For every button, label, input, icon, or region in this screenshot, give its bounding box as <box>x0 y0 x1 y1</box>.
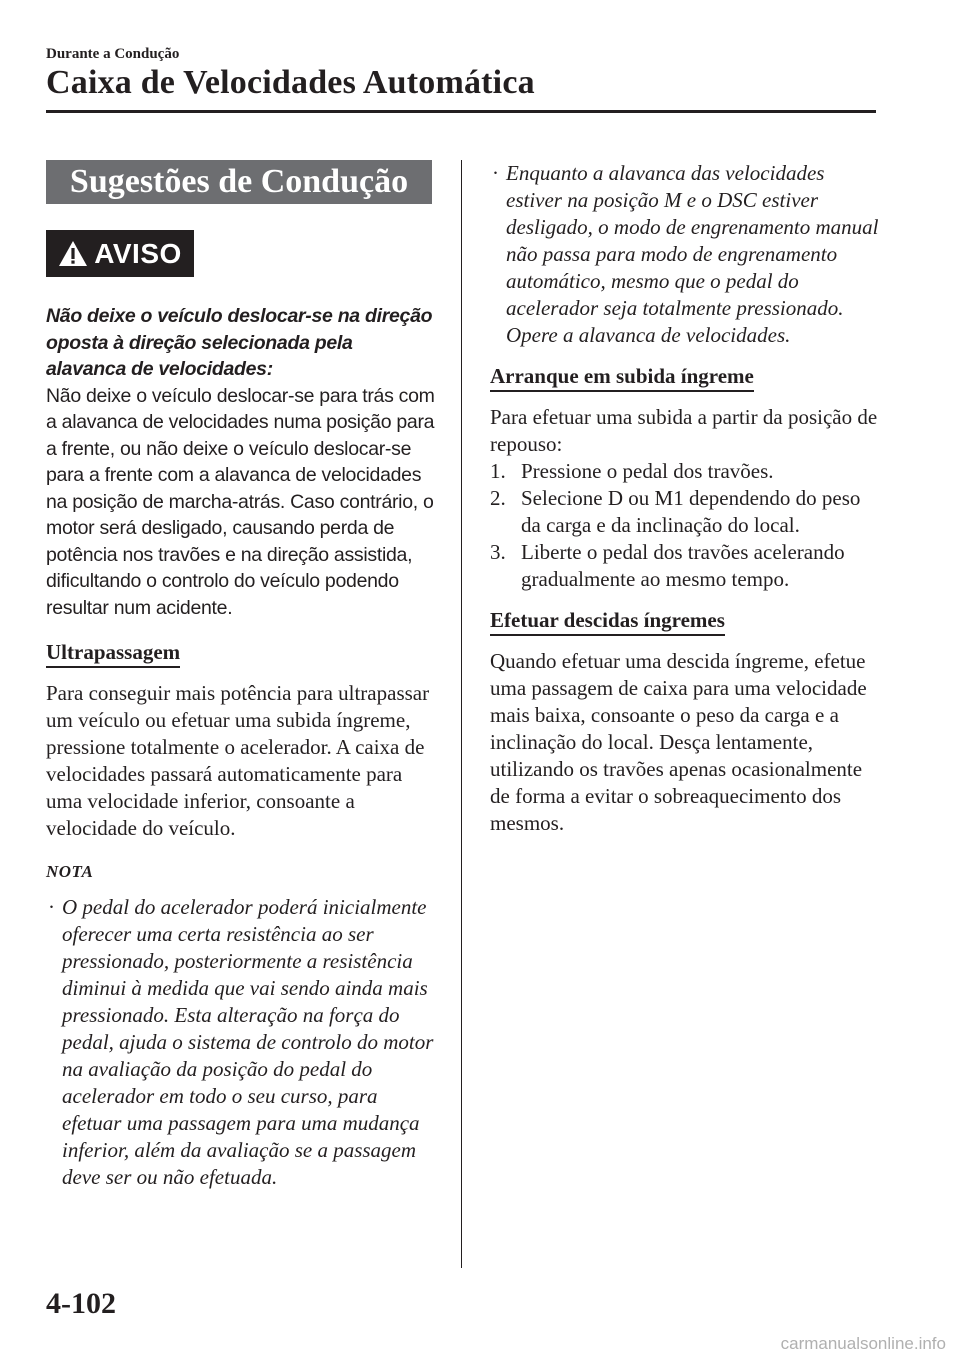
page-title: Caixa de Velocidades Automática <box>46 64 535 101</box>
note-bullet-text: O pedal do acelerador poderá inicialmente oferecer uma certa resistência ao ser pressionado, posteriormente a resistência diminui à medida que vai sendo ainda mais pressionado. Esta alteração na força do pedal, ajuda o sistema de controlo do motor na avaliação da posição do pedal do acelerador em todo o seu curso, para efetuar uma passagem para uma mudança inferior, além da avaliação se a passagem deve ser ou não efetuada. <box>62 895 434 1189</box>
note-bullet <box>46 894 436 1191</box>
warning-body: Não deixe o veículo deslocar-se para trás com a alavanca de velocidades numa posição para a frente, ou não deixe o veículo deslocar-se para a frente com a alavanca de velocidades na posição de marcha-atrás. Caso contrário, o motor será desligado, causando perda de potência nos travões e na direção assistida, dificultando o controlo do veículo podendo resultar num acidente. <box>46 384 435 619</box>
column-divider <box>461 160 462 1268</box>
overtaking-heading: Ultrapassagem <box>46 639 180 668</box>
bullet-dot: · <box>48 895 55 919</box>
step-item: 3. Liberte o pedal dos travões acelerando gradualmente ao mesmo tempo. <box>490 540 845 591</box>
warning-triangle-icon <box>58 240 88 267</box>
step-item: 2. Selecione D ou M1 dependendo do peso da carga e da inclinação do local. <box>490 486 861 537</box>
uphill-steps <box>490 458 880 593</box>
warning-heading: Não deixe o veículo deslocar-se na direção oposta à direção selecionada pela alavanca de velocidades: <box>46 305 433 380</box>
bullet-dot: · <box>492 161 499 185</box>
section-name: Durante a Condução <box>46 46 180 62</box>
note-bullet-text: Enquanto a alavanca das velocidades estiver na posição M e o DSC estiver desligado, o modo de engrenamento manual não passa para modo de engrenamento automático, mesmo que o pedal do acelerador seja totalmente pressionado. Opere a alavanca de velocidades. <box>506 161 879 347</box>
uphill-heading: Arranque em subida íngreme <box>490 363 754 392</box>
left-column <box>46 160 436 1191</box>
warning-label: AVISO <box>94 237 182 269</box>
step-item: 1. Pressione o pedal dos travões. <box>490 459 774 483</box>
header-rule <box>46 110 876 113</box>
section-banner: Sugestões de Condução <box>46 160 432 204</box>
page-number: 4-102 <box>46 1287 116 1320</box>
downhill-heading: Efetuar descidas íngremes <box>490 607 725 636</box>
downhill-body: Quando efetuar uma descida íngreme, efetue uma passagem de caixa para uma velocidade mais baixa, consoante o peso da carga e a inclinação do local. Desça lentamente, utilizando os travões apenas ocasionalmente de forma a evitar o sobreaquecimento dos mesmos. <box>490 649 867 835</box>
uphill-intro: Para efetuar uma subida a partir da posição de repouso: <box>490 405 878 456</box>
note-label: NOTA <box>46 862 94 881</box>
right-column <box>490 160 880 837</box>
warning-badge <box>46 230 194 277</box>
watermark: carmanualsonline.info <box>780 1334 946 1353</box>
overtaking-body: Para conseguir mais potência para ultrapassar um veículo ou efetuar uma subida íngreme, pressione totalmente o acelerador. A caixa de velocidades passará automaticamente para uma velocidade inferior, consoante a velocidade do veículo. <box>46 681 430 840</box>
note-bullet-continued <box>490 160 880 349</box>
